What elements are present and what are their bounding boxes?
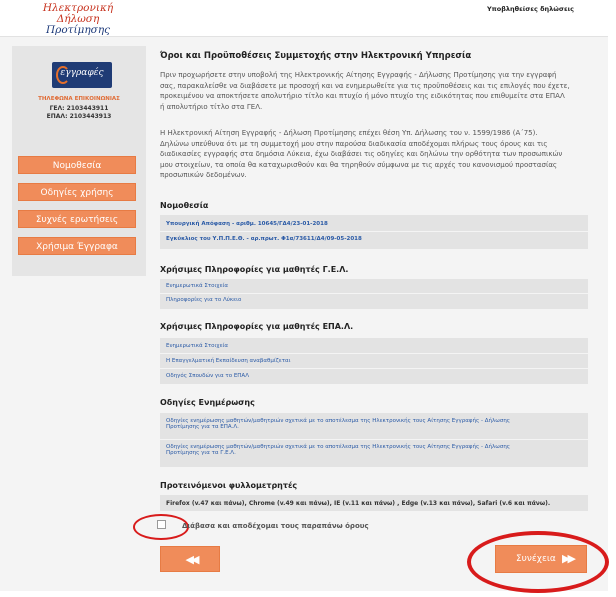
intro-line: Πριν προχωρήσετε στην υποβολή της Ηλεκτρονικής Αίτησης Εγγραφής - Δήλωσης Προτίμησης για την εγγραφή (160, 71, 557, 79)
declaration-paragraph (160, 128, 588, 181)
logo-line2: Προτίμησης (45, 24, 111, 37)
section-heading-gel-info: Χρήσιμες Πληροφορίες για μαθητές Γ.Ε.Λ. (160, 265, 349, 274)
guidelines-gel-line: Οδηγίες ενημέρωσης μαθητών/μαθητριών σχετικά με το αποτέλεσμα της Ηλεκτρονικής τους Αίτησης Εγγραφής - Δήλωσης (166, 444, 511, 450)
sidebar (12, 46, 146, 276)
guidelines-gel-line: Προτίμησης για τα Γ.Ε.Λ. (166, 450, 236, 456)
double-chevron-left-icon: ◀◀ (185, 553, 197, 566)
double-chevron-right-icon: ▶▶ (562, 552, 573, 565)
intro-line: ή απολυτήριο τίτλο στα ΓΕΛ. (160, 102, 263, 111)
link-epal-info-elements[interactable]: Ενημερωτικά Στοιχεία (166, 343, 229, 349)
usage-instructions-button[interactable]: Οδηγίες χρήσης (18, 183, 136, 201)
contact-phones-title: ΤΗΛΕΦΩΝΑ ΕΠΙΚΟΙΝΩΝΙΑΣ (38, 96, 120, 102)
phone-gel: ΓΕΛ: 2103443911 (49, 105, 109, 112)
section-heading-info-guidelines: Οδηγίες Ενημέρωσης (160, 398, 255, 407)
eggrafes-logo-text: εγγραφές (60, 68, 104, 78)
guidelines-epal-line: Οδηγίες ενημέρωσης μαθητών/μαθητριών σχετικά με το αποτέλεσμα της Ηλεκτρονικής τους Αίτησης Εγγραφής - Δήλωσης (166, 418, 511, 424)
legislation-button[interactable]: Νομοθεσία (18, 156, 136, 174)
link-gel-lyceum-info[interactable]: Πληροφορίες για το Λύκειο (166, 297, 242, 303)
page-title: Όροι και Προϋποθέσεις Συμμετοχής στην Ηλεκτρονική Υπηρεσία (160, 51, 472, 61)
declaration-line: Η Ηλεκτρονική Αίτηση Εγγραφής - Δήλωση Προτίμησης επέχει θέση Υπ. Δήλωσης του ν. 1599/1986 (Α΄75). (160, 129, 538, 137)
link-guidelines-gel[interactable] (166, 444, 510, 456)
phone-epal: ΕΠΑΛ: 2103443913 (46, 113, 112, 120)
divider (160, 293, 588, 294)
declaration-line: προσωπικών δεδομένων. (160, 171, 247, 179)
link-circular[interactable]: Εγκύκλιος του Υ.Π.Π.Ε.Θ. - αρ.πρωτ. Φ1α/73611/Δ4/09-05-2018 (166, 236, 362, 242)
site-logo[interactable] (32, 3, 124, 36)
divider (160, 353, 588, 354)
continue-label: Συνέχεια (516, 554, 556, 564)
continue-annotation-circle (467, 531, 609, 593)
intro-line: σας, παρακαλείσθε να διαβάσετε με προσοχή και να ενημερωθείτε για τις προϋποθέσεις και τις επιλογές που έχετε, (160, 81, 570, 90)
divider (160, 368, 588, 369)
accept-terms-label[interactable]: Διάβασα και αποδέχομαι τους παραπάνω όρους (182, 522, 369, 530)
link-epal-vocational-upgrade[interactable]: Η Επαγγελματική Εκπαίδευση αναβαθμίζεται (166, 358, 291, 364)
link-ministerial-decision[interactable]: Υπουργική Απόφαση - αριθμ. 10645/ΓΔ4/23-01-2018 (166, 221, 328, 227)
divider (160, 231, 588, 232)
link-gel-info-elements[interactable]: Ενημερωτικά Στοιχεία (166, 283, 229, 289)
browsers-list: Firefox (v.47 και πάνω), Chrome (v.49 και πάνω), IE (v.11 και πάνω) , Edge (v.13 και πάνω), Safari (v.6 και πάνω). (166, 500, 551, 507)
declaration-line: μου στοιχείων, τα οποία θα καταχωρισθούν και θα τηρηθούν σύμφωνα με τις αρχές του κανονισμού προστασίας (160, 160, 558, 169)
submitted-declarations-link[interactable]: Υποβληθείσες δηλώσεις (486, 5, 574, 13)
back-button[interactable] (160, 546, 220, 572)
header (0, 0, 616, 37)
useful-documents-button[interactable]: Χρήσιμα Έγγραφα (18, 237, 136, 255)
link-epal-study-guide[interactable]: Οδηγός Σπουδών για το ΕΠΑΛ (166, 373, 249, 379)
guidelines-epal-line: Προτίμησης για τα ΕΠΑ.Λ. (166, 424, 239, 430)
declaration-line: διαδικασίες εγγραφής στα δημόσια Λύκεια, έχω διαβάσει τις οδηγίες και δηλώνω την ορθότητα των προσωπικών (160, 150, 563, 158)
divider (160, 439, 588, 440)
section-heading-epal-info: Χρήσιμες Πληροφορίες για μαθητές ΕΠΑ.Λ. (160, 322, 354, 331)
faq-button[interactable]: Συχνές ερωτήσεις (18, 210, 136, 228)
declaration-line: Δηλώνω υπεύθυνα ότι με τη συμμετοχή μου στην παρούσα διαδικασία αποδέχομαι πλήρως τους όρους και τις (160, 139, 548, 148)
link-guidelines-epal[interactable] (166, 418, 510, 430)
logo-line1: Ηλεκτρονική Δήλωση (42, 2, 114, 26)
section-heading-legislation: Νομοθεσία (160, 201, 209, 210)
eggrafes-logo (52, 62, 112, 88)
intro-line: προκειμένου να αποκτήσετε απολυτήριο τίτλο και πτυχίο ή μόνο πτυχίο της ειδικότητας που επιθυμείτε στα ΕΠΑΛ (160, 92, 565, 100)
section-heading-browsers: Προτεινόμενοι φυλλομετρητές (160, 481, 298, 490)
intro-paragraph (160, 70, 588, 112)
checkbox-annotation-circle (133, 514, 189, 540)
